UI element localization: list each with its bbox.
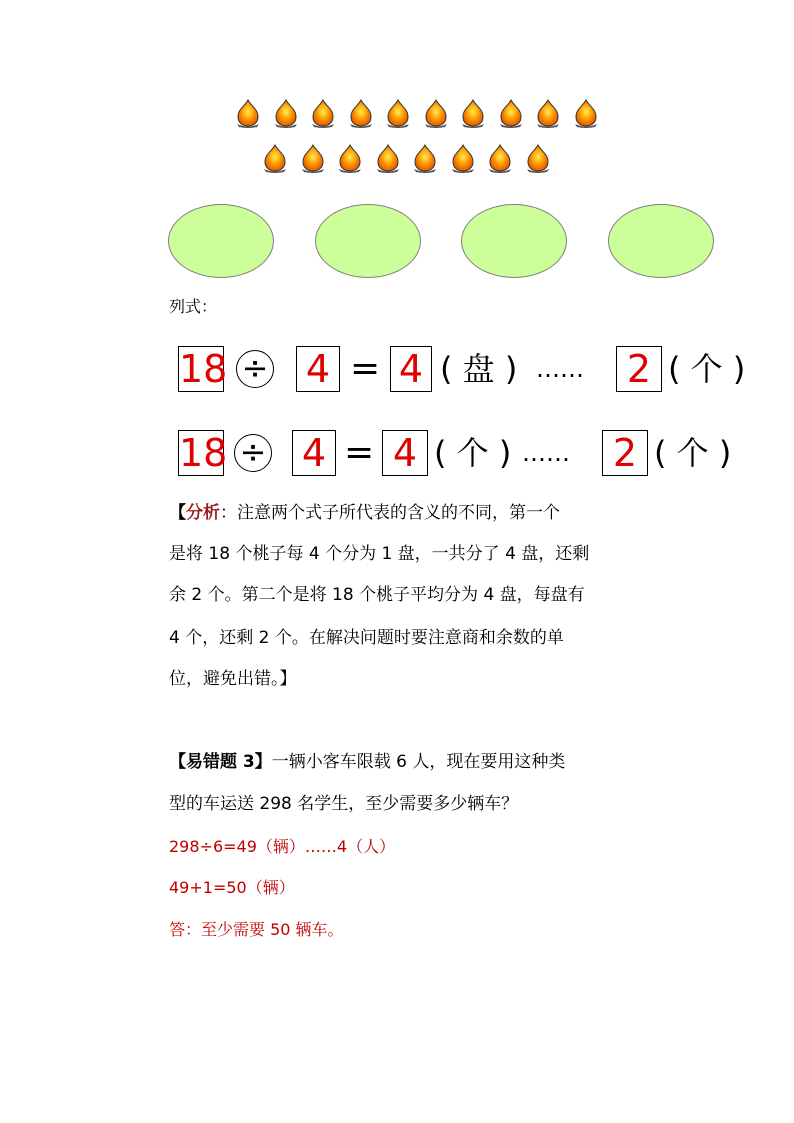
equals-sign: = <box>344 432 375 473</box>
problem-line-2: 型的车运送 298 名学生，至少需要多少辆车？ <box>169 794 519 814</box>
analysis-line-4: 4 个，还剩 2 个。在解决问题时要注意商和余数的单 <box>169 628 564 648</box>
dividend-box: 18 <box>179 347 228 391</box>
plate-3 <box>461 204 567 278</box>
peach-icon <box>300 143 326 173</box>
peach-row-bottom <box>262 143 562 173</box>
remainder-unit: ( 个 ) <box>654 434 732 472</box>
peach-icon <box>460 98 486 128</box>
problem-line-1: 【易错题 3】一辆小客车限载 6 人，现在要用这种类 <box>169 752 566 772</box>
peach-icon <box>262 143 288 173</box>
analysis-line-3: 余 2 个。第二个是将 18 个桃子平均分为 4 盘，每盘有 <box>169 585 585 605</box>
peach-icon <box>337 143 363 173</box>
equation-2 <box>178 425 758 481</box>
solution-step-1: 298÷6=49（辆）……4（人） <box>169 837 396 856</box>
peach-icon <box>385 98 411 128</box>
peach-icon <box>310 98 336 128</box>
divide-sign: ÷ <box>234 434 272 472</box>
analysis-line-2: 是将 18 个桃子每 4 个分为 1 盘，一共分了 4 盘，还剩 <box>169 544 590 564</box>
solution-step-2: 49+1=50（辆） <box>169 878 295 897</box>
quotient-unit: ( 个 ) <box>434 434 512 472</box>
peach-icon <box>348 98 374 128</box>
peach-icon <box>375 143 401 173</box>
peach-icon <box>450 143 476 173</box>
divide-sign: ÷ <box>236 350 274 388</box>
peach-icon <box>412 143 438 173</box>
ellipsis: …… <box>522 439 570 467</box>
peach-row-top <box>235 98 610 128</box>
formula-label: 列式： <box>169 297 218 316</box>
quotient-box: 4 <box>390 346 432 392</box>
quotient-box: 4 <box>382 430 428 476</box>
peach-icon <box>573 98 599 128</box>
remainder-box: 2 <box>616 346 662 392</box>
divisor-box: 4 <box>296 346 340 392</box>
analysis-line-5: 位，避免出错。】 <box>169 669 297 689</box>
plate-1 <box>168 204 274 278</box>
quotient-unit: ( 盘 ) <box>440 350 518 388</box>
answer-line: 答：至少需要 50 辆车。 <box>169 920 344 939</box>
analysis-title: 分析 <box>186 503 220 523</box>
divisor-box: 4 <box>292 430 336 476</box>
equals-sign: = <box>350 348 381 389</box>
dividend-box: 18 <box>179 431 228 475</box>
plate-4 <box>608 204 714 278</box>
problem-tag: 【易错题 3】 <box>169 752 272 772</box>
analysis-line-1: 【分析：注意两个式子所代表的含义的不同，第一个 <box>169 503 560 523</box>
equation-1 <box>178 341 758 397</box>
peach-icon <box>535 98 561 128</box>
peach-icon <box>525 143 551 173</box>
peach-icon <box>235 98 261 128</box>
peach-icon <box>487 143 513 173</box>
remainder-box: 2 <box>602 430 648 476</box>
ellipsis: …… <box>536 355 584 383</box>
peach-icon <box>498 98 524 128</box>
peach-icon <box>273 98 299 128</box>
peach-icon <box>423 98 449 128</box>
remainder-unit: ( 个 ) <box>668 350 746 388</box>
plate-2 <box>315 204 421 278</box>
